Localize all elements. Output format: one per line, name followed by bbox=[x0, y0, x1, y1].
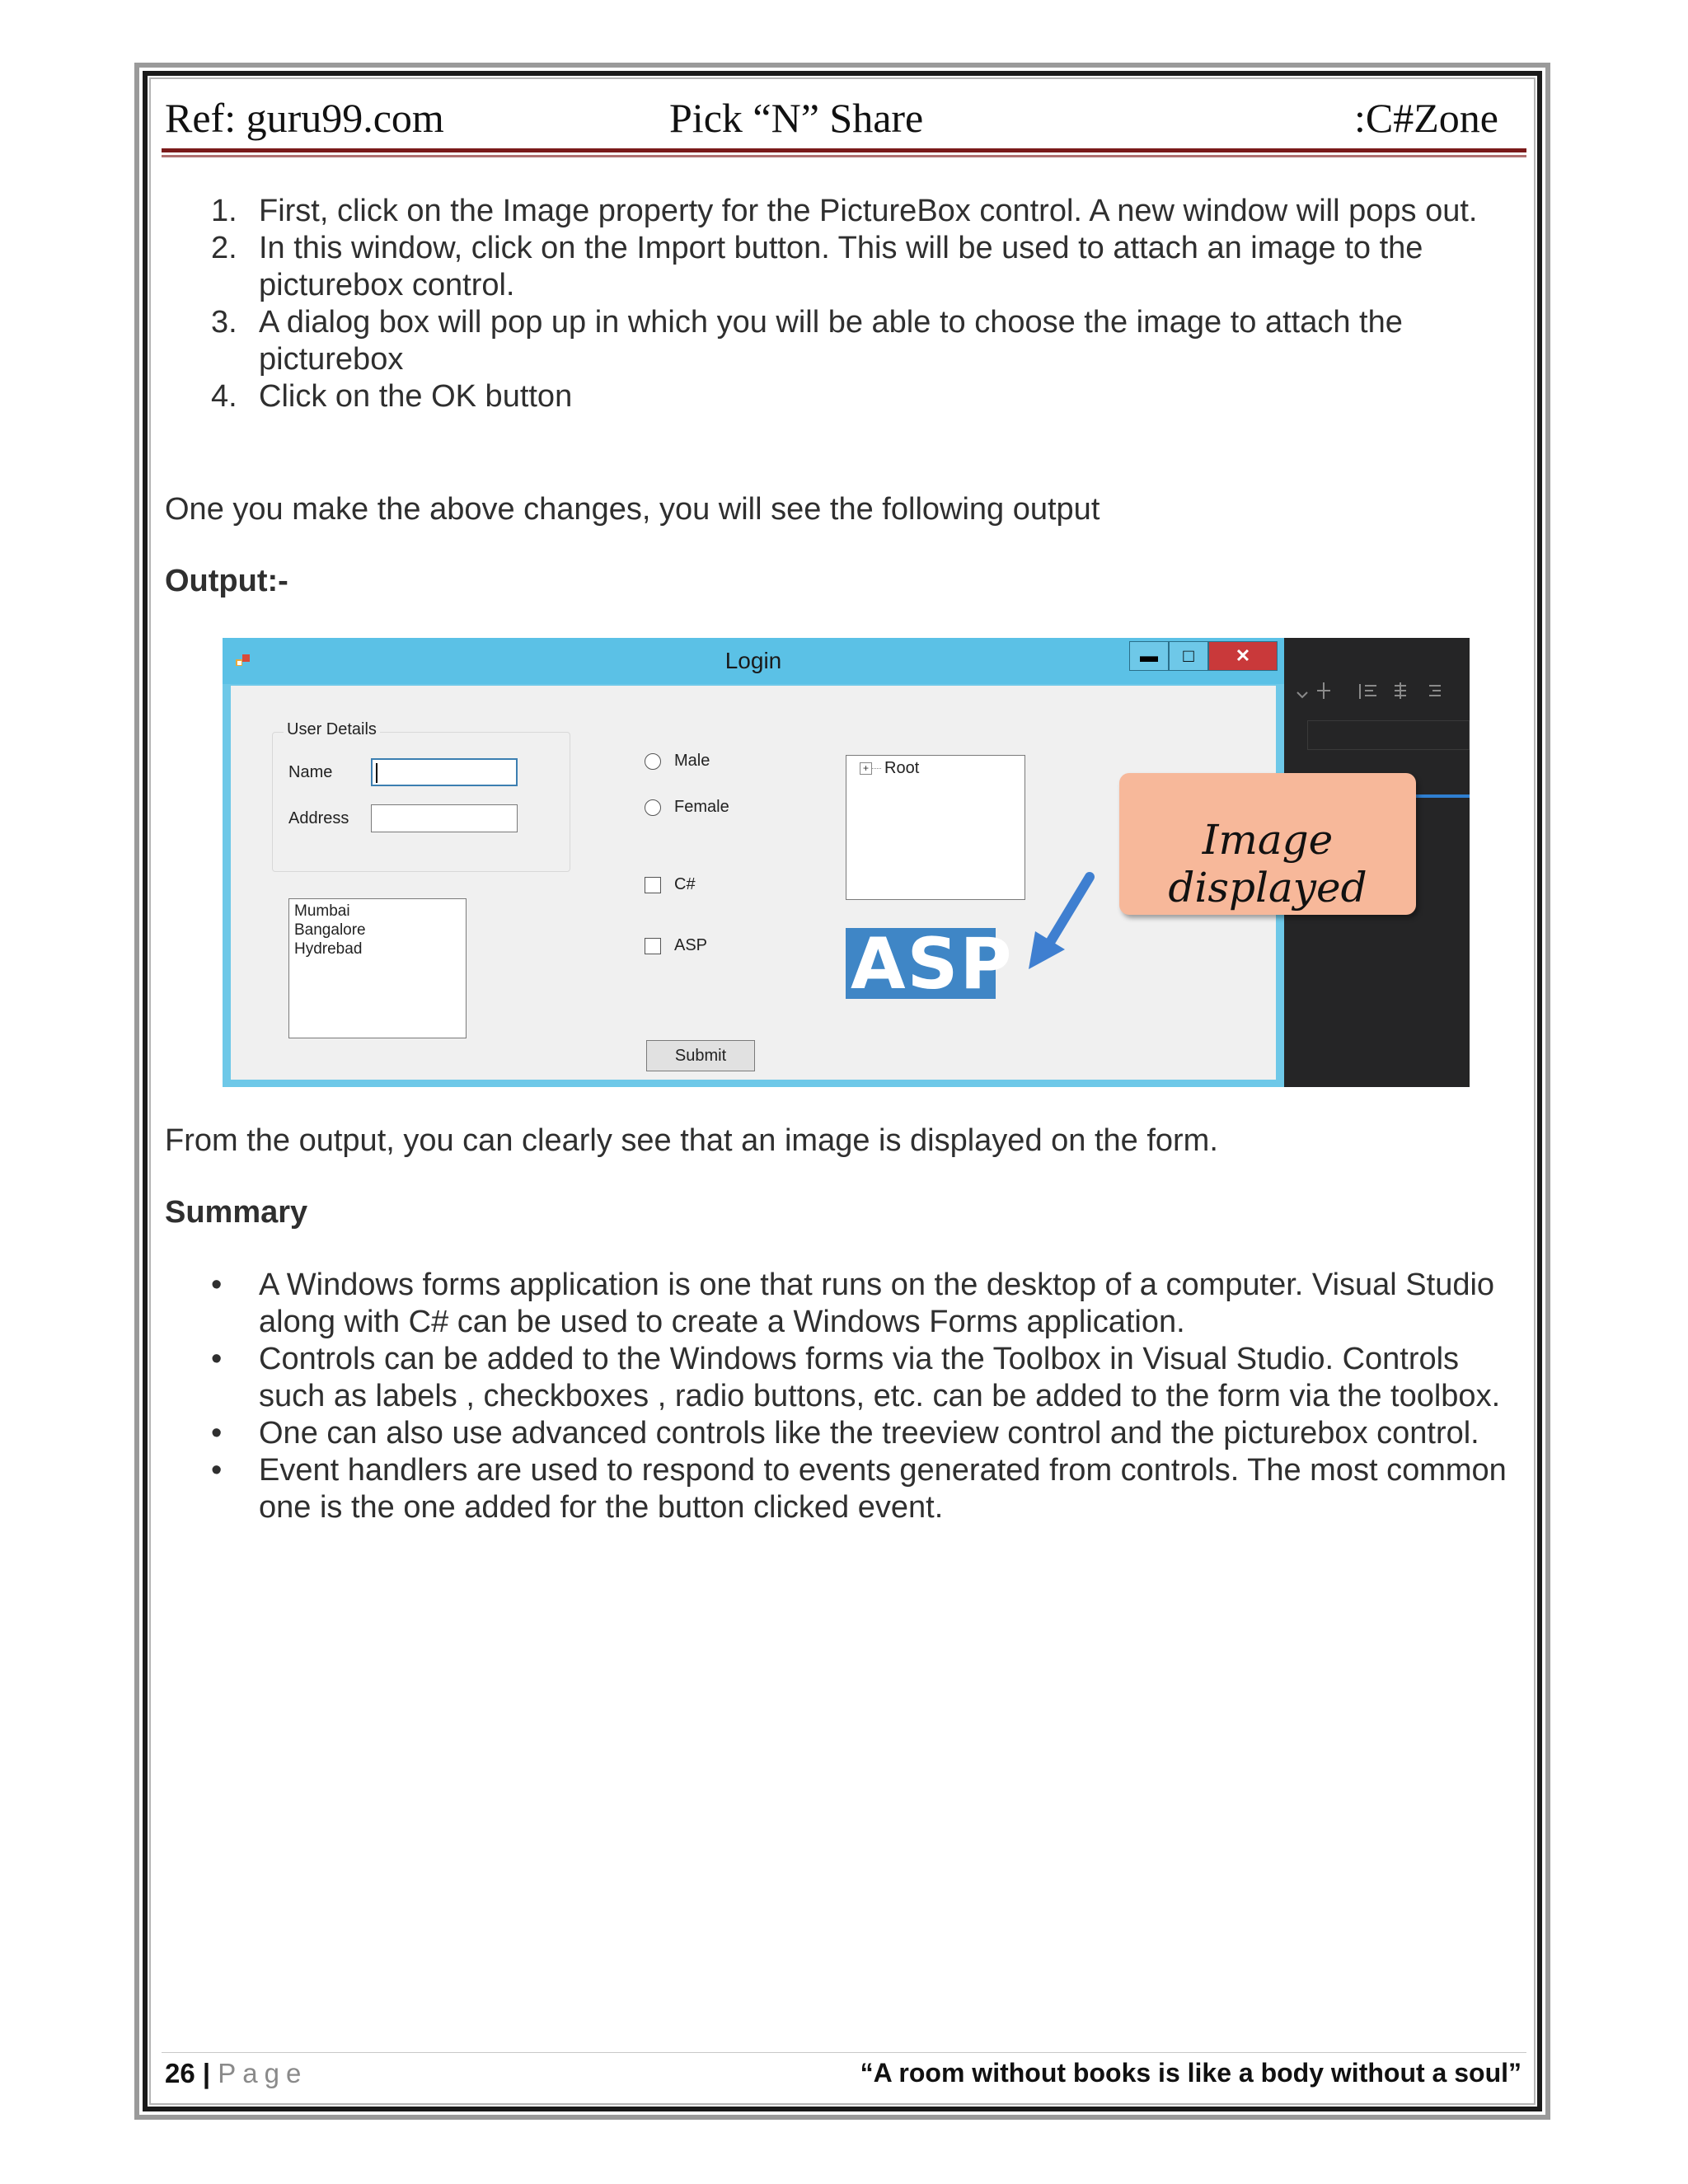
header-rule-thin bbox=[162, 155, 1526, 157]
list-item bbox=[165, 1341, 1533, 1415]
groupbox-label: User Details bbox=[284, 720, 380, 739]
paragraph-output-result: From the output, you can clearly see that an image is displayed on the form. bbox=[165, 1123, 1218, 1158]
footer-quote: “A room without books is like a body without a soul” bbox=[860, 2058, 1522, 2088]
list-text: One can also use advanced controls like the treeview control and the picturebox control. bbox=[259, 1416, 1479, 1451]
asp-checkbox[interactable] bbox=[645, 938, 661, 954]
header-title: Pick “N” Share bbox=[669, 95, 924, 141]
list-text: First, click on the Image property for the PictureBox control. A new window will pops out. bbox=[259, 194, 1478, 228]
name-textbox[interactable] bbox=[371, 758, 518, 786]
bullet-icon: • bbox=[211, 1342, 223, 1376]
picture-text: ASP bbox=[851, 923, 1014, 1005]
bullet-icon: • bbox=[211, 1268, 223, 1302]
header-zone: :C#Zone bbox=[1354, 95, 1498, 141]
tree-expand-icon[interactable]: + bbox=[860, 762, 872, 775]
asp-label: ASP bbox=[674, 936, 708, 954]
list-item[interactable]: Hydrebad bbox=[294, 940, 363, 958]
list-number: 2. bbox=[211, 231, 237, 265]
csharp-label: C# bbox=[674, 875, 696, 893]
address-label: Address bbox=[288, 809, 349, 827]
list-text: A dialog box will pop up in which you will be able to choose the image to attach the picturebox bbox=[259, 305, 1403, 377]
list-number: 4. bbox=[211, 379, 237, 414]
csharp-checkbox[interactable] bbox=[645, 877, 661, 893]
footer-page bbox=[165, 2058, 307, 2089]
list-number: 1. bbox=[211, 194, 237, 228]
header-rule bbox=[162, 148, 1526, 152]
minimize-button[interactable]: ▬ bbox=[1129, 641, 1169, 671]
list-text: A Windows forms application is one that runs on the desktop of a computer. Visual Studio along with C# can be used to create a Windows Forms application. bbox=[259, 1268, 1495, 1339]
summary-list bbox=[165, 1267, 1533, 1526]
city-listbox[interactable] bbox=[288, 898, 467, 1038]
treeview[interactable] bbox=[846, 755, 1025, 900]
ide-field bbox=[1307, 720, 1470, 750]
tree-node-root[interactable]: Root bbox=[884, 759, 920, 777]
female-label: Female bbox=[674, 798, 729, 816]
list-text: Event handlers are used to respond to events generated from controls. The most common one is the one added for the button clicked event. bbox=[259, 1453, 1507, 1525]
address-textbox[interactable] bbox=[371, 804, 518, 832]
female-radio[interactable] bbox=[645, 799, 661, 816]
steps-list bbox=[165, 193, 1484, 415]
page-word: Page bbox=[218, 2058, 308, 2088]
output-screenshot bbox=[223, 638, 1470, 1087]
close-button[interactable]: ✕ bbox=[1208, 641, 1278, 671]
footer-separator: | bbox=[195, 2058, 218, 2088]
list-item bbox=[165, 1452, 1533, 1526]
list-item[interactable]: Mumbai bbox=[294, 902, 350, 920]
text-caret bbox=[376, 763, 377, 783]
window-title: Login bbox=[724, 648, 782, 673]
list-item bbox=[165, 378, 1484, 415]
layout-toolbar-icon bbox=[1291, 674, 1464, 707]
list-item[interactable]: Bangalore bbox=[294, 921, 366, 939]
male-radio[interactable] bbox=[645, 753, 661, 770]
male-label: Male bbox=[674, 752, 710, 770]
page-number: 26 bbox=[165, 2058, 195, 2088]
output-heading: Output:- bbox=[165, 564, 288, 598]
callout-note bbox=[1119, 773, 1416, 915]
list-item bbox=[165, 304, 1484, 378]
header-ref: Ref: guru99.com bbox=[165, 95, 444, 141]
list-item bbox=[165, 230, 1484, 304]
list-number: 3. bbox=[211, 305, 237, 340]
name-label: Name bbox=[288, 763, 333, 781]
list-text: Controls can be added to the Windows forms via the Toolbox in Visual Studio. Controls such as labels , checkboxes , radio buttons, etc. can be added to the form via the toolbox. bbox=[259, 1342, 1501, 1413]
user-details-groupbox bbox=[272, 732, 570, 872]
arrow-icon bbox=[1022, 867, 1104, 982]
maximize-button[interactable]: □ bbox=[1169, 641, 1208, 671]
picturebox-image bbox=[846, 923, 1014, 1005]
submit-button[interactable]: Submit bbox=[646, 1040, 755, 1071]
list-item bbox=[165, 1267, 1533, 1341]
bullet-icon: • bbox=[211, 1453, 223, 1488]
paragraph-output-intro: One you make the above changes, you will see the following output bbox=[165, 492, 1100, 527]
list-text: In this window, click on the Import button. This will be used to attach an image to the picturebox control. bbox=[259, 231, 1423, 302]
bullet-icon: • bbox=[211, 1416, 223, 1451]
callout-text: Image displayed bbox=[1168, 816, 1367, 912]
list-text: Click on the OK button bbox=[259, 379, 573, 414]
tree-connector bbox=[871, 768, 881, 769]
summary-heading: Summary bbox=[165, 1195, 308, 1230]
footer-rule bbox=[162, 2052, 1526, 2053]
list-item bbox=[165, 193, 1484, 230]
window-titlebar bbox=[223, 638, 1284, 684]
list-item bbox=[165, 1415, 1533, 1452]
